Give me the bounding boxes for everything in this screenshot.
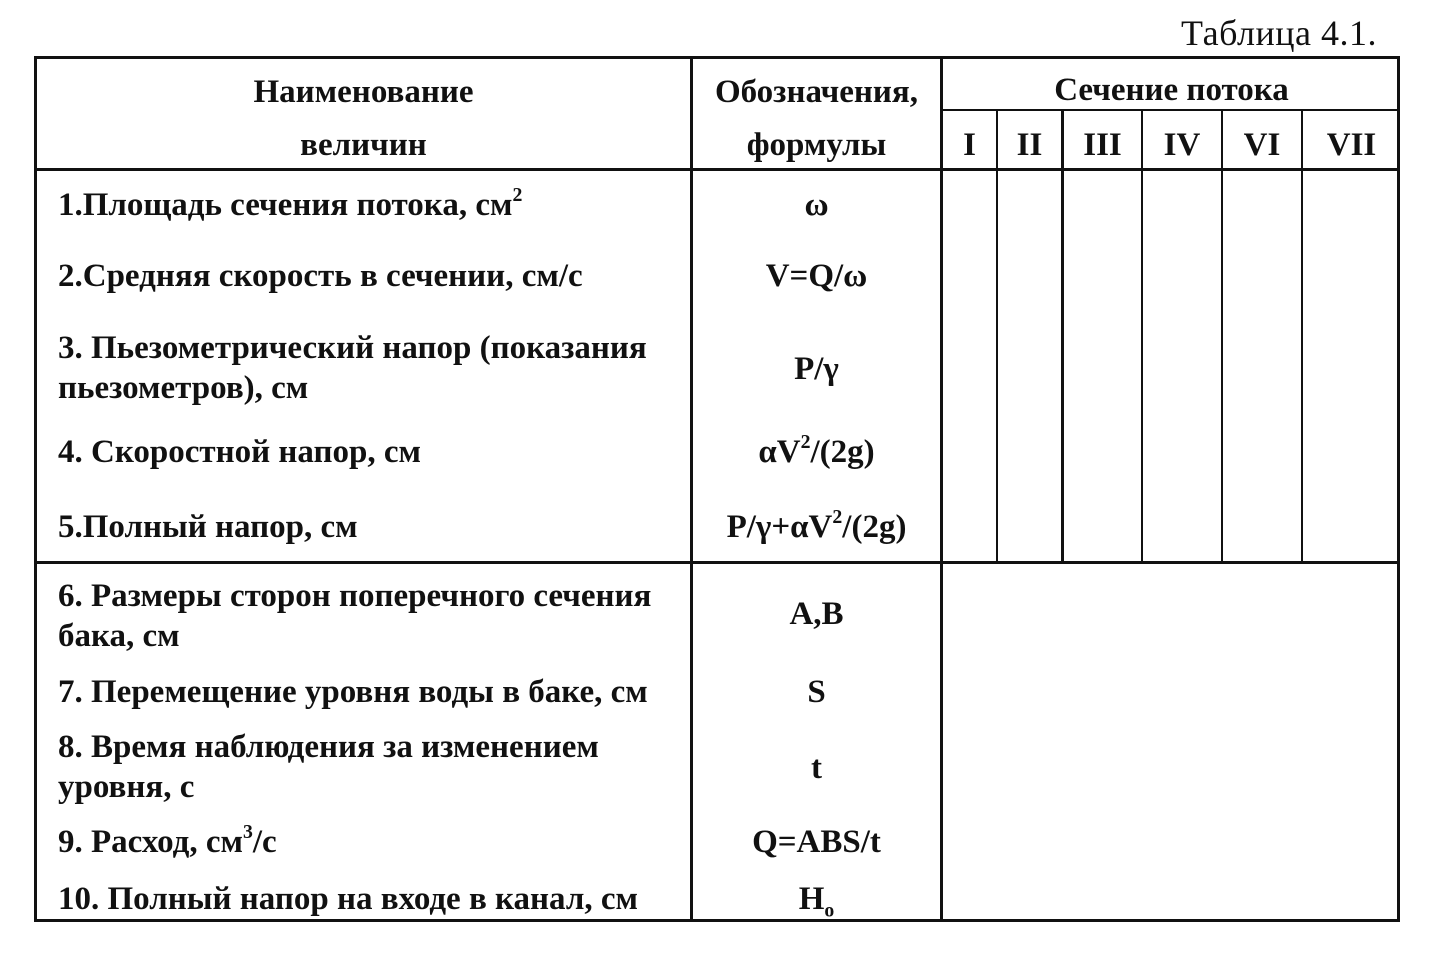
row-6-formula: A,B xyxy=(789,596,844,632)
row-2-name: 2.Средняя скорость в сечении, см/с xyxy=(58,258,583,294)
column-divider xyxy=(940,56,943,922)
row-10-formula: $H_o$ xyxy=(798,881,835,922)
row-8-formula: t xyxy=(811,750,822,786)
row-3-name-line2: пьезометров), см xyxy=(58,370,309,406)
row-5-formula: $P/\gamma+\alpha V^2/(2g)$ xyxy=(726,506,907,545)
row-4-name: 4. Скоростной напор, см xyxy=(58,434,421,470)
section-label-IV: IV xyxy=(1163,127,1201,163)
section-label-I: I xyxy=(963,127,976,163)
column-divider xyxy=(1221,110,1223,563)
header-name-line2: величин xyxy=(300,127,427,163)
row-4-formula: $\alpha V^2/(2g)$ xyxy=(758,431,875,470)
header-section-title: Сечение потока xyxy=(1054,72,1289,108)
section-label-VI: VI xyxy=(1243,127,1281,163)
row-3-name-line1: 3. Пьезометрический напор (показания xyxy=(58,330,647,366)
header-formula-line2: формулы xyxy=(746,127,887,163)
header-formula-line1: Обозначения, xyxy=(714,74,919,110)
row-1-name: 1.Площадь сечения потока, $см^2$ xyxy=(58,184,523,223)
section-divider-line xyxy=(34,561,1400,564)
column-divider xyxy=(996,110,998,563)
row-7-name: 7. Перемещение уровня воды в баке, см xyxy=(58,674,648,710)
row-6-name-line2: бака, см xyxy=(58,618,180,654)
section-label-III: III xyxy=(1083,127,1122,163)
row-2-formula: V=Q/ω xyxy=(765,258,868,294)
row-3-formula: P/γ xyxy=(794,351,839,387)
row-8-name-line1: 8. Время наблюдения за изменением xyxy=(58,729,599,765)
header-bottom-line xyxy=(34,168,1400,171)
table-caption: Таблица 4.1. xyxy=(1181,13,1377,53)
section-label-VII: VII xyxy=(1326,127,1377,163)
row-10-name: 10. Полный напор на входе в канал, см xyxy=(58,881,638,917)
row-8-name-line2: уровня, с xyxy=(58,769,195,805)
row-9-name: 9. Расход, $см^3/с$ xyxy=(58,821,277,860)
row-9-formula: Q=ABS/t xyxy=(752,824,881,860)
row-5-name: 5.Полный напор, см xyxy=(58,509,358,545)
column-divider xyxy=(1061,110,1064,563)
row-6-name-line1: 6. Размеры сторон поперечного сечения xyxy=(58,578,652,614)
row-1-formula: ω xyxy=(804,187,829,223)
column-divider xyxy=(1301,110,1303,563)
column-divider xyxy=(1141,110,1143,563)
row-7-formula: S xyxy=(807,674,826,710)
section-label-II: II xyxy=(1016,127,1043,163)
header-name-line1: Наименование xyxy=(253,74,474,110)
